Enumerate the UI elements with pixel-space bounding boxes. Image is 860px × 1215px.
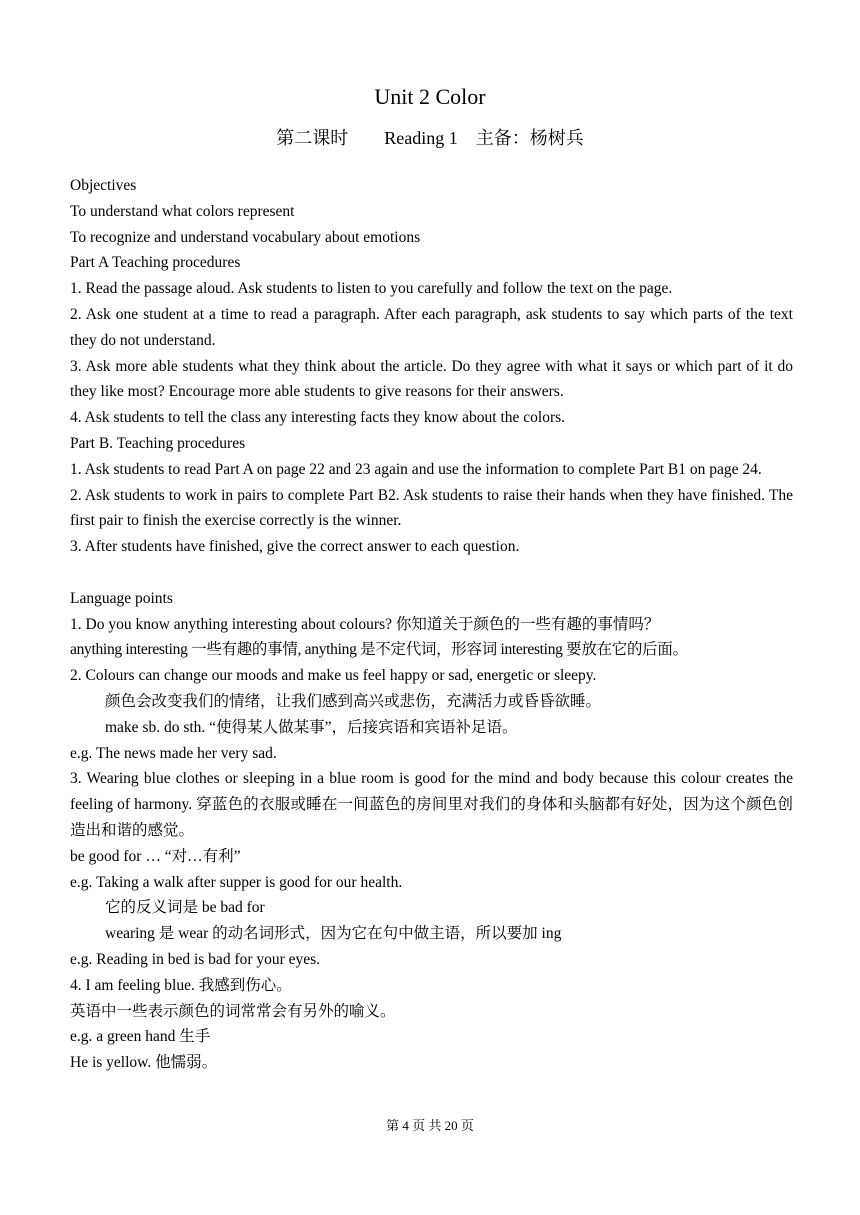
language-point-line: 4. I am feeling blue. 我感到伤心。: [70, 976, 292, 994]
document-title: Unit 2 Color: [374, 84, 486, 109]
objective-item: To recognize and understand vocabulary about emotions: [70, 228, 421, 246]
language-point-line: 1. Do you know anything interesting about colours? 你知道关于颜色的一些有趣的事情吗？: [70, 615, 660, 633]
example-line: e.g. The news made her very sad.: [70, 744, 277, 762]
part-a-step: 3. Ask more able students what they think about the article. Do they agree with what it says or which part of it do they like most? Encourage more able students to give reasons for their answers.: [70, 357, 793, 401]
part-b-step: 3. After students have finished, give the correct answer to each question.: [70, 538, 520, 556]
part-b-step: 2. Ask students to work in pairs to complete Part B2. Ask students to raise their hands when they have finished. The first pair to finish the exercise correctly is the winner.: [70, 486, 793, 530]
objective-item: To understand what colors represent: [70, 202, 295, 220]
page-footer: 第 4 页 共 20 页: [386, 1118, 474, 1133]
language-point-line: 它的反义词是 be bad for: [105, 899, 265, 917]
objectives-heading: Objectives: [70, 177, 137, 194]
language-point-line: 颜色会改变我们的情绪，让我们感到高兴或悲伤，充满活力或昏昏欲睡。: [105, 692, 602, 710]
language-point-line: 3. Wearing blue clothes or sleeping in a blue room is good for the mind and body because this colour creates the feeling of harmony. 穿蓝色的衣服或睡在一间蓝色的房间里对我们的身体和头脑都有好处，因为这个颜色创造出和谐的感觉。: [70, 770, 793, 839]
part-b-step: 1. Ask students to read Part A on page 22 and 23 again and use the information to complete Part B1 on page 24.: [70, 460, 762, 478]
language-point-line: 英语中一些表示颜色的词常常会有另外的喻义。: [70, 1002, 396, 1020]
part-a-step: 4. Ask students to tell the class any interesting facts they know about the colors.: [70, 409, 566, 427]
language-point-line: wearing 是 wear 的动名词形式，因为它在句中做主语，所以要加 ing: [105, 925, 562, 943]
example-line: e.g. Taking a walk after supper is good for our health.: [70, 873, 403, 891]
example-line: e.g. a green hand 生手: [70, 1028, 211, 1046]
document-body: [70, 173, 793, 1076]
part-a-step: 2. Ask one student at a time to read a paragraph. After each paragraph, ask students to say which parts of the text they do not understand.: [70, 305, 793, 349]
language-points-heading: Language points: [70, 589, 173, 607]
spacer: [70, 560, 793, 586]
language-point-line: anything interesting 一些有趣的事情, anything 是不定代词，形容词 interesting 要放在它的后面。: [70, 641, 688, 659]
example-line: He is yellow. 他懦弱。: [70, 1054, 218, 1072]
language-point-line: make sb. do sth. “使得某人做某事”，后接宾语和宾语补足语。: [105, 718, 518, 736]
part-a-step: 1. Read the passage aloud. Ask students to listen to you carefully and follow the text on the page.: [70, 280, 673, 298]
language-point-line: be good for … “对…有利”: [70, 847, 241, 865]
part-b-heading: Part B. Teaching procedures: [70, 434, 246, 452]
example-line: e.g. Reading in bed is bad for your eyes.: [70, 950, 321, 968]
language-point-line: 2. Colours can change our moods and make us feel happy or sad, energetic or sleepy.: [70, 667, 597, 685]
part-a-heading: Part A Teaching procedures: [70, 254, 241, 272]
lesson-subtitle: 第二课时 Reading 1 主备：杨树兵: [276, 128, 584, 148]
